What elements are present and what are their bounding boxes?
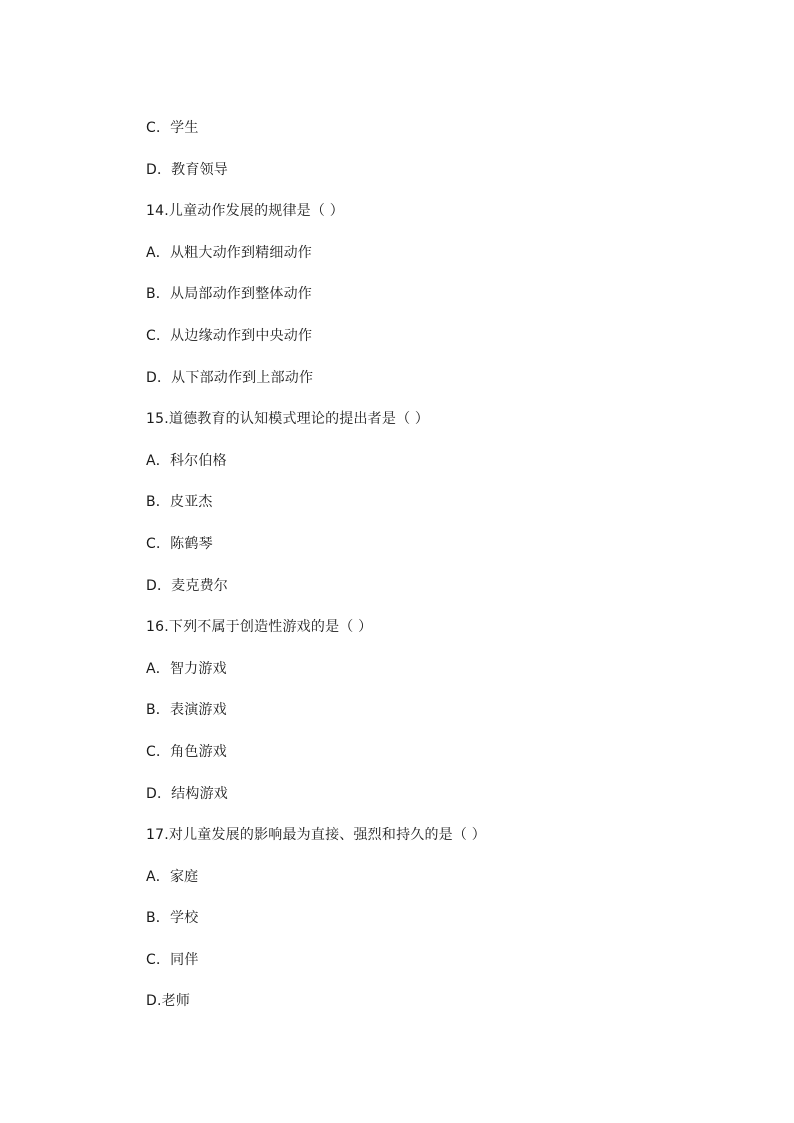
option-15-a: A．科尔伯格 [146,452,227,469]
option-14-d: D．从下部动作到上部动作 [146,369,314,386]
option-13-c: C．学生 [146,120,199,136]
option-17-b: B．学校 [146,910,199,927]
option-15-d: D．麦克费尔 [146,577,228,594]
option-13-d: D．教育领导 [146,161,228,178]
exam-content [146,117,706,1032]
option-17-d: D.老师 [146,993,191,1010]
option-16-b: B．表演游戏 [146,702,227,719]
option-14-c: C．从边缘动作到中央动作 [146,327,313,344]
option-16-c: C．角色游戏 [146,743,227,760]
option-16-d: D．结构游戏 [146,785,228,802]
question-16: 16.下列不属于创造性游戏的是（ ） [146,619,373,636]
option-14-a: A．从粗大动作到精细动作 [146,244,312,261]
option-17-c: C．同伴 [146,951,199,968]
option-16-a: A．智力游戏 [146,660,227,677]
question-17: 17.对儿童发展的影响最为直接、强烈和持久的是（ ） [146,827,486,844]
question-14: 14.儿童动作发展的规律是（ ） [146,203,344,220]
question-15: 15.道德教育的认知模式理论的提出者是（ ） [146,411,430,428]
option-15-b: B．皮亚杰 [146,494,213,511]
option-17-a: A．家庭 [146,868,199,885]
option-15-c: C．陈鹤琴 [146,535,213,552]
option-14-b: B．从局部动作到整体动作 [146,286,313,303]
